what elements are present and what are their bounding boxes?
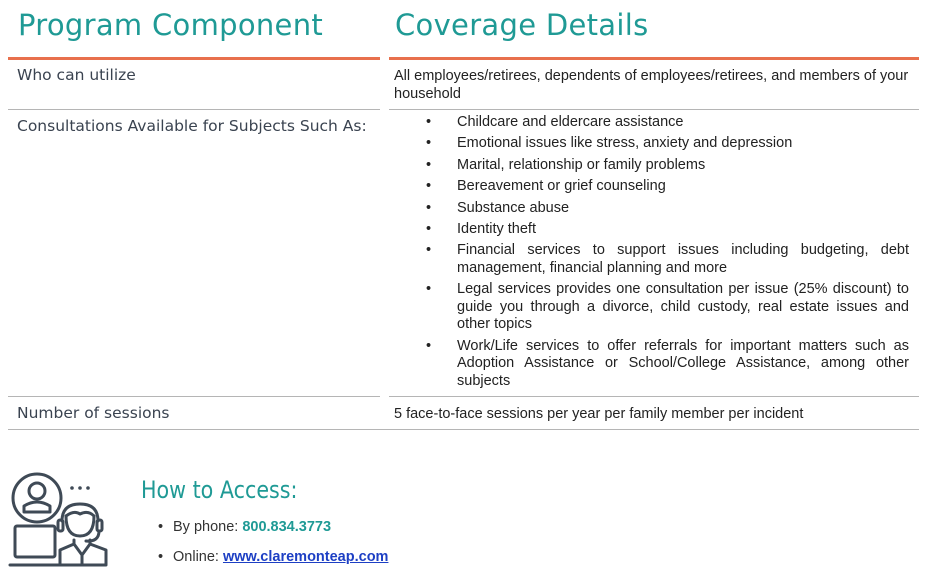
row-divider — [389, 109, 919, 110]
list-item: • Marital, relationship or family problems — [426, 156, 706, 173]
header-divider-right — [389, 57, 919, 60]
list-item: • Identity theft — [426, 220, 536, 237]
online-line — [158, 549, 388, 565]
bullet: • — [158, 549, 164, 565]
phone-label: By phone: — [173, 519, 243, 535]
row-divider — [389, 396, 919, 397]
phone-number[interactable]: 800.834.3773 — [242, 519, 332, 535]
row-detail-who: All employees/retirees, dependents of employees/retirees, and members of your household — [394, 68, 909, 102]
consultation-subjects-list — [420, 114, 909, 394]
list-item: • Childcare and eldercare assistance — [426, 114, 684, 130]
list-item: • Work/Life services to offer referrals for important matters such as Adoption Assistance or School/College Assistance, among other subjects — [426, 337, 909, 389]
header-divider-left — [8, 57, 380, 60]
row-label-consultations: Consultations Available for Subjects Such As: — [17, 117, 367, 135]
row-divider — [8, 109, 380, 110]
person-with-headset-icon — [8, 470, 116, 572]
column-header-program-component: Program Component — [18, 8, 324, 42]
table-bottom-border — [8, 429, 919, 430]
list-item: • Emotional issues like stress, anxiety and depression — [426, 135, 793, 152]
row-detail-sessions: 5 face-to-face sessions per year per family member per incident — [394, 406, 804, 422]
list-item: • Financial services to support issues including budgeting, debt management, financial planning and more — [426, 242, 909, 276]
row-divider — [8, 396, 380, 397]
online-label: Online: — [173, 549, 223, 565]
list-item: • Substance abuse — [426, 199, 570, 216]
row-label-sessions: Number of sessions — [17, 404, 170, 422]
column-header-coverage-details: Coverage Details — [395, 8, 649, 42]
how-to-access-heading: How to Access: — [141, 476, 298, 504]
list-item: • Bereavement or grief counseling — [426, 178, 666, 195]
phone-line — [158, 519, 331, 535]
bullet: • — [158, 519, 164, 535]
list-item: • Legal services provides one consultation per issue (25% discount) to guide you through a divorce, child custody, real estate issues and other topics — [426, 281, 909, 333]
website-link[interactable]: www.claremonteap.com — [222, 549, 389, 565]
row-label-who: Who can utilize — [17, 66, 136, 84]
